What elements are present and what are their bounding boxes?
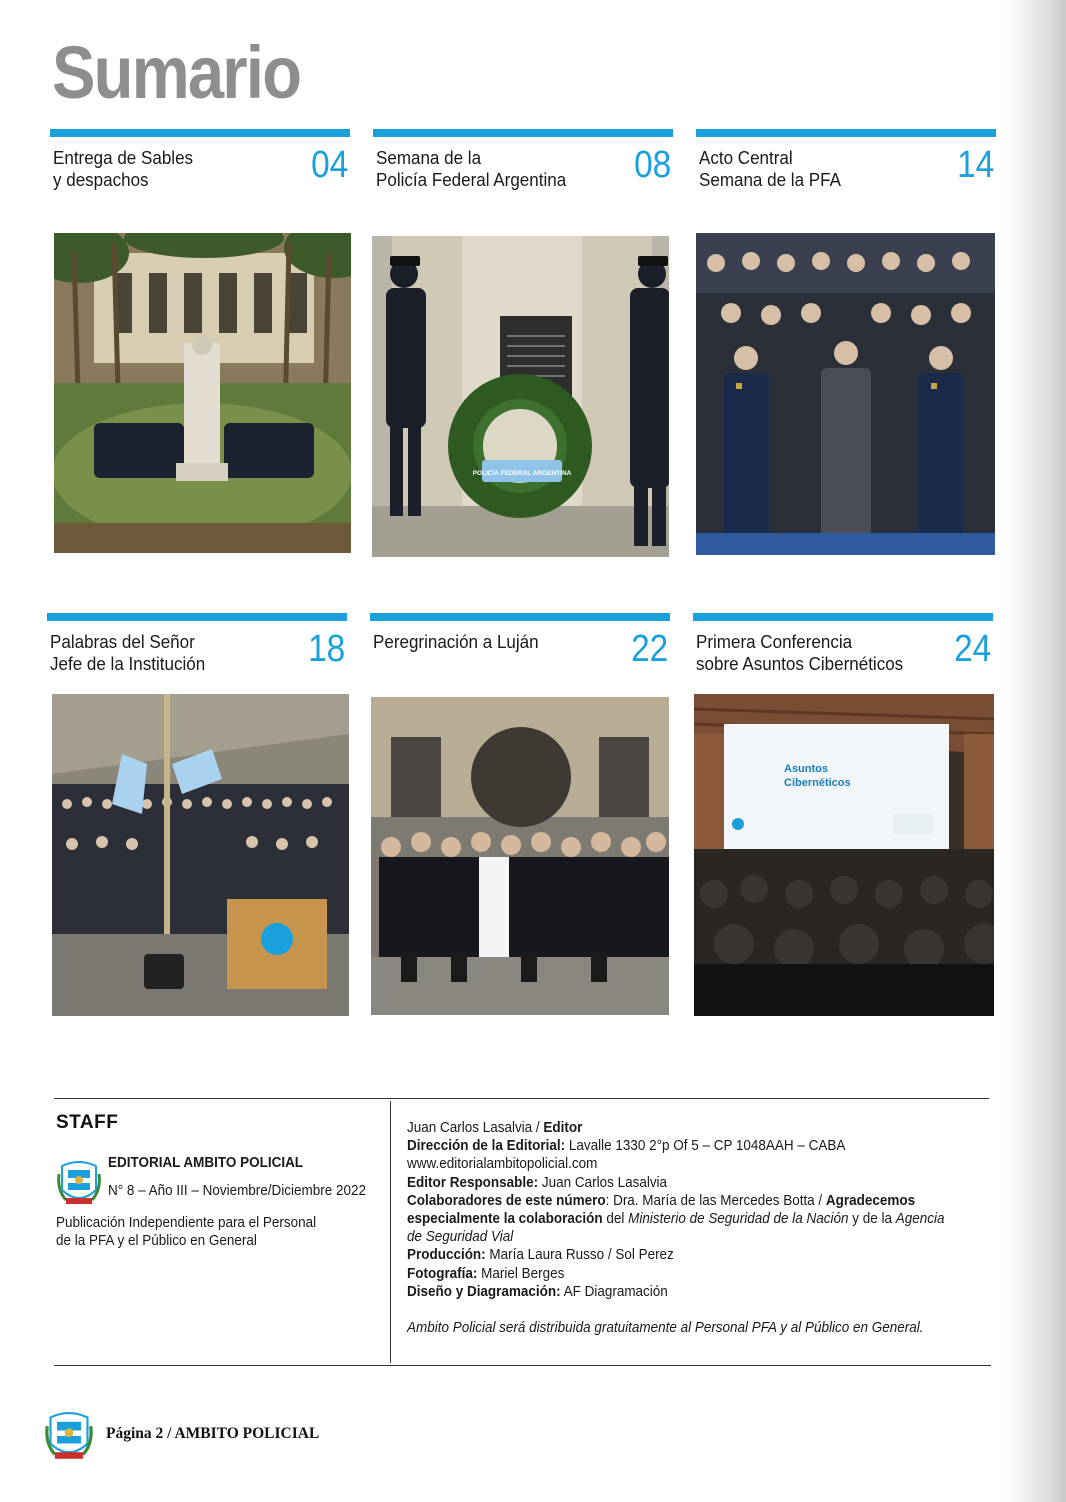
staff-column-divider: [390, 1101, 391, 1363]
entry-label: Entrega de Sables y despachos: [53, 147, 194, 190]
footer-page-label: Página 2 / AMBITO POLICIAL: [106, 1425, 320, 1442]
screen-title-line1: Asuntos: [784, 763, 828, 775]
address-line: Dirección de la Editorial: Lavalle 1330 2°p Of 5 – CP 1048AAH – CABA: [407, 1138, 846, 1155]
screen-title-line2: Cibernéticos: [784, 777, 851, 789]
toc-entry-semana-pfa[interactable]: [373, 129, 673, 227]
photo-lujan-group[interactable]: [371, 697, 669, 1015]
photo-acto-central-officers[interactable]: [696, 233, 995, 555]
staff-issue: N° 8 – Año III – Noviembre/Diciembre 2022: [108, 1183, 366, 1199]
entry-label: Primera Conferencia sobre Asuntos Cibernéticos: [696, 631, 904, 674]
entry-page-number: 22: [630, 628, 668, 670]
toc-entry-entrega-sables[interactable]: [50, 129, 350, 227]
staff-bottom-rule: [54, 1365, 991, 1366]
entry-label: Semana de la Policía Federal Argentina: [376, 147, 567, 190]
entry-page-number: 14: [956, 144, 994, 186]
entry-page-number: 08: [633, 144, 671, 186]
entry-page-number: 04: [310, 144, 348, 186]
distribution-note: Ambito Policial será distribuida gratuitamente al Personal PFA y al Público en General.: [407, 1320, 924, 1337]
entry-accent-bar: [373, 129, 673, 137]
entry-label: Peregrinación a Luján: [373, 631, 539, 652]
entry-page-number: 18: [307, 628, 345, 670]
staff-heading: STAFF: [56, 1112, 119, 1133]
entry-page-number: 24: [953, 628, 991, 670]
page-edge-shadow: [1004, 0, 1066, 1502]
photography-line: Fotografía: Mariel Berges: [407, 1265, 565, 1282]
staff-publisher: EDITORIAL AMBITO POLICIAL: [108, 1155, 304, 1171]
entry-accent-bar: [693, 613, 993, 621]
page-title: Sumario: [52, 31, 301, 114]
toc-entry-acto-central[interactable]: [696, 129, 996, 227]
responsible-line: Editor Responsable: Juan Carlos Lasalvia: [407, 1174, 668, 1191]
photo-jefe-podium[interactable]: [52, 694, 349, 1016]
photo-conferencia-audience[interactable]: [694, 694, 994, 1016]
entry-label: Palabras del Señor Jefe de la Institución: [50, 631, 206, 674]
entry-accent-bar: [47, 613, 347, 621]
ambito-policial-logo-icon: [56, 1160, 102, 1208]
editor-line: Juan Carlos Lasalvia / Editor: [407, 1120, 583, 1136]
thanks-line-2: de Seguridad Vial: [407, 1229, 514, 1246]
collaborators-line: Colaboradores de este número: Dra. María de las Mercedes Botta / Agradecemos: [407, 1192, 916, 1209]
staff-credits: [407, 1119, 965, 1337]
photo-wreath-ceremony[interactable]: [372, 236, 669, 557]
thanks-line: especialmente la colaboración del Ministerio de Seguridad de la Nación y de la Agencia: [407, 1211, 945, 1228]
wreath-ribbon-text: POLICÍA FEDERAL ARGENTINA: [472, 470, 572, 477]
photo-courtyard-ceremony[interactable]: [54, 233, 351, 553]
entry-accent-bar: [696, 129, 996, 137]
entry-accent-bar: [370, 613, 670, 621]
footer-logo-icon: [44, 1410, 94, 1464]
production-line: Producción: María Laura Russo / Sol Perez: [407, 1247, 674, 1264]
entry-label: Acto Central Semana de la PFA: [699, 147, 841, 190]
staff-description: Publicación Independiente para el Personal de la PFA y el Público en General: [56, 1215, 317, 1250]
staff-top-rule: [54, 1098, 989, 1099]
website-line[interactable]: www.editorialambitopolicial.com: [407, 1156, 598, 1173]
design-line: Diseño y Diagramación: AF Diagramación: [407, 1283, 668, 1300]
entry-accent-bar: [50, 129, 350, 137]
